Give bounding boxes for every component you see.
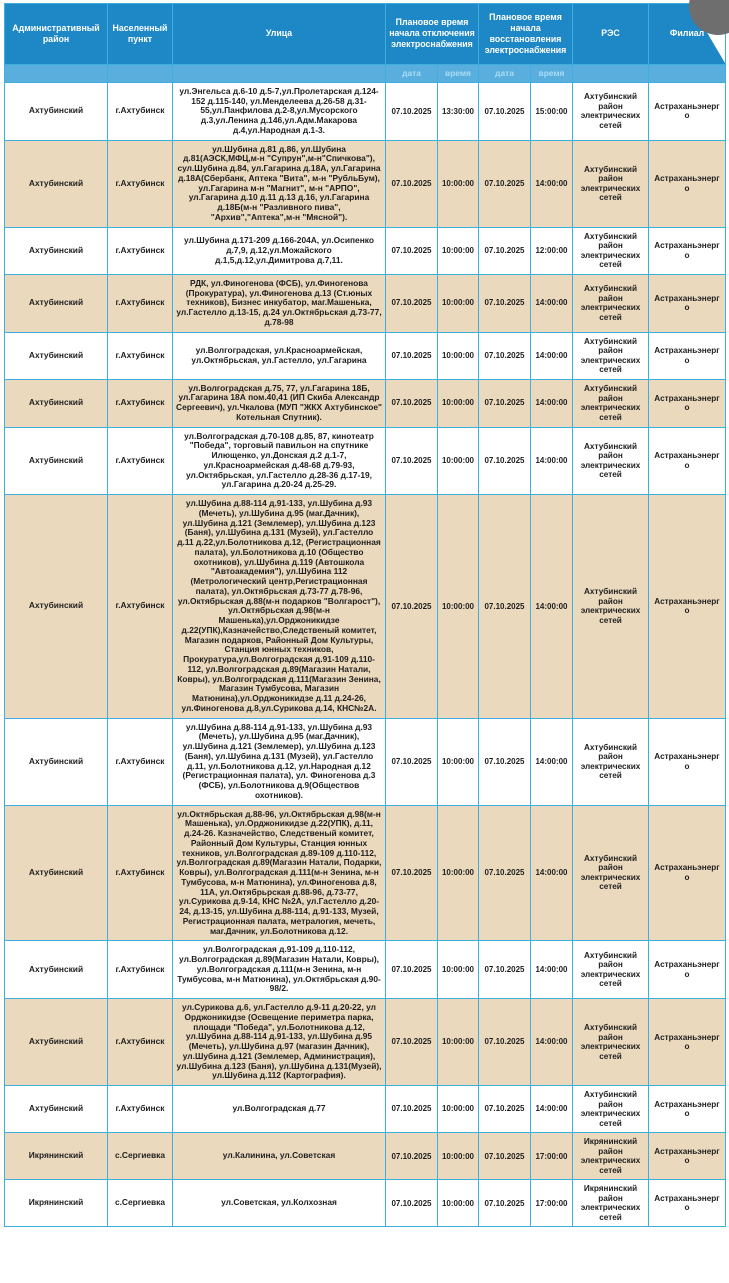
- outage-time-cell: 13:30:00: [438, 82, 479, 140]
- settlement-cell: г.Ахтубинск: [108, 718, 173, 805]
- outage-time-cell: 10:00:00: [438, 999, 479, 1086]
- restore-time-cell: 14:00:00: [531, 495, 573, 719]
- subheader-empty-cell: [573, 64, 649, 82]
- restore-time-cell: 14:00:00: [531, 718, 573, 805]
- table-row: [5, 1180, 726, 1227]
- outage-time-cell: 10:00:00: [438, 1133, 479, 1180]
- branch-cell: Астраханьэнерго: [649, 805, 726, 941]
- outage-time-cell: 10:00:00: [438, 427, 479, 495]
- outage-date-cell: 07.10.2025: [386, 140, 438, 227]
- subheader-empty-cell: [108, 64, 173, 82]
- res-cell: Ахтубинский район электрических сетей: [573, 495, 649, 719]
- branch-cell: Астраханьэнерго: [649, 1180, 726, 1227]
- col-header-res: РЭС: [573, 4, 649, 65]
- restore-time-cell: 14:00:00: [531, 140, 573, 227]
- settlement-cell: г.Ахтубинск: [108, 805, 173, 941]
- outage-time-cell: 10:00:00: [438, 495, 479, 719]
- outage-date-cell: 07.10.2025: [386, 1180, 438, 1227]
- res-cell: Икрянинский район электрических сетей: [573, 1180, 649, 1227]
- branch-cell: Астраханьэнерго: [649, 227, 726, 274]
- res-cell: Ахтубинский район электрических сетей: [573, 227, 649, 274]
- table-row: [5, 274, 726, 332]
- outage-time-cell: 10:00:00: [438, 274, 479, 332]
- district-cell: Икрянинский: [5, 1133, 108, 1180]
- streets-cell: ул.Сурикова д.6, ул.Гастелло д.9-11 д.20-22, ул Орджоникидзе (Освещение периметра парка, площади "Победа", ул.Болотникова д.12, ул.Шубина д.88-114 д.91-133, ул.Шубина д.95 (Мечеть), ул.Шубина д.97 (магазин Дачник), ул.Шубина д.121 (Землемер, Администрация), ул.Шубина д.123 (Баня), ул.Шубина д.131(Музей), ул.Шубина д.112 (Картография).: [173, 999, 386, 1086]
- district-cell: Ахтубинский: [5, 332, 108, 379]
- col-header-restore-start: Плановое время начала восстановления электроснабжения: [479, 4, 573, 65]
- outage-date-cell: 07.10.2025: [386, 379, 438, 427]
- settlement-cell: г.Ахтубинск: [108, 140, 173, 227]
- restore-date-cell: 07.10.2025: [479, 999, 531, 1086]
- streets-cell: ул.Энгельса д.6-10 д.5-7,ул.Пролетарская д.124-152 д.115-140, ул.Менделеева д.26-58 д.31-55,ул.Панфилова д.2-8,ул.Мусорского д.3,ул.Ленина д.146,ул.Адм.Макарова д.4,ул.Народная д.1-3.: [173, 82, 386, 140]
- col-header-branch: Филиал: [649, 4, 726, 65]
- outage-schedule-table: [4, 3, 726, 1227]
- table-header: [5, 4, 726, 83]
- restore-date-cell: 07.10.2025: [479, 495, 531, 719]
- settlement-cell: г.Ахтубинск: [108, 941, 173, 999]
- table-row: [5, 495, 726, 719]
- branch-cell: Астраханьэнерго: [649, 427, 726, 495]
- outage-time-cell: 10:00:00: [438, 379, 479, 427]
- settlement-cell: г.Ахтубинск: [108, 379, 173, 427]
- outage-date-cell: 07.10.2025: [386, 1086, 438, 1133]
- district-cell: Ахтубинский: [5, 805, 108, 941]
- subheader-empty-cell: [5, 64, 108, 82]
- col-header-district: Административный район: [5, 4, 108, 65]
- settlement-cell: с.Сергиевка: [108, 1180, 173, 1227]
- res-cell: Икрянинский район электрических сетей: [573, 1133, 649, 1180]
- header-row-main: [5, 4, 726, 65]
- branch-cell: Астраханьэнерго: [649, 718, 726, 805]
- branch-cell: Астраханьэнерго: [649, 1133, 726, 1180]
- settlement-cell: г.Ахтубинск: [108, 1086, 173, 1133]
- district-cell: Ахтубинский: [5, 495, 108, 719]
- res-cell: Ахтубинский район электрических сетей: [573, 427, 649, 495]
- restore-time-cell: 17:00:00: [531, 1180, 573, 1227]
- table-row: [5, 332, 726, 379]
- restore-time-cell: 14:00:00: [531, 1086, 573, 1133]
- restore-date-cell: 07.10.2025: [479, 805, 531, 941]
- streets-cell: ул.Шубина д.81 д.86, ул.Шубина д.81(АЭСК,МФЦ,м-н "Супрун",м-н"Спичкова"), сул.Шубина д.84, ул.Гагарина д.18А, ул.Гагарина д.18А(Сбербанк, Аптека "Вита", м-н "РубльБум), ул.Гагарина м-н "Магнит", м-н "АРПО", ул.Гагарина д.10 д.11 д.13 д.16, ул.Гагарина д.18Б(м-н "Разливного пива", "Архив","Аптека",м-н "Мясной").: [173, 140, 386, 227]
- subheader-on-date: дата: [479, 64, 531, 82]
- streets-cell: ул.Волгоградская д.75, 77, ул.Гагарина 18Б, ул.Гагарина 18А пом.40,41 (ИП Скиба Александр Сергеевич), ул.Чкалова (МУП "ЖКХ Ахтубинское" Котельная Спутник).: [173, 379, 386, 427]
- outage-time-cell: 10:00:00: [438, 227, 479, 274]
- subheader-empty-cell: [649, 64, 726, 82]
- outage-date-cell: 07.10.2025: [386, 495, 438, 719]
- district-cell: Икрянинский: [5, 1180, 108, 1227]
- branch-cell: Астраханьэнерго: [649, 332, 726, 379]
- restore-time-cell: 14:00:00: [531, 999, 573, 1086]
- res-cell: Ахтубинский район электрических сетей: [573, 82, 649, 140]
- subheader-off-date: дата: [386, 64, 438, 82]
- outage-date-cell: 07.10.2025: [386, 1133, 438, 1180]
- restore-date-cell: 07.10.2025: [479, 1086, 531, 1133]
- col-header-settlement: Населенный пункт: [108, 4, 173, 65]
- subheader-empty-cell: [173, 64, 386, 82]
- streets-cell: ул.Волгоградская д.77: [173, 1086, 386, 1133]
- table-row: [5, 805, 726, 941]
- outage-date-cell: 07.10.2025: [386, 805, 438, 941]
- outage-time-cell: 10:00:00: [438, 1180, 479, 1227]
- restore-date-cell: 07.10.2025: [479, 274, 531, 332]
- settlement-cell: г.Ахтубинск: [108, 495, 173, 719]
- district-cell: Ахтубинский: [5, 941, 108, 999]
- restore-time-cell: 17:00:00: [531, 1133, 573, 1180]
- restore-date-cell: 07.10.2025: [479, 379, 531, 427]
- settlement-cell: г.Ахтубинск: [108, 999, 173, 1086]
- res-cell: Ахтубинский район электрических сетей: [573, 379, 649, 427]
- res-cell: Ахтубинский район электрических сетей: [573, 1086, 649, 1133]
- district-cell: Ахтубинский: [5, 82, 108, 140]
- table-row: [5, 1133, 726, 1180]
- subheader-on-time: время: [531, 64, 573, 82]
- streets-cell: ул.Шубина д.171-209 д.166-204А, ул.Осипенко д.7,9, д.12,ул.Можайского д.1,5,д.12,ул.Димитрова д.7,11.: [173, 227, 386, 274]
- outage-date-cell: 07.10.2025: [386, 82, 438, 140]
- restore-date-cell: 07.10.2025: [479, 427, 531, 495]
- header-row-sub: [5, 64, 726, 82]
- district-cell: Ахтубинский: [5, 427, 108, 495]
- subheader-off-time: время: [438, 64, 479, 82]
- streets-cell: РДК, ул.Финогенова (ФСБ), ул.Финогенова (Прокуратура), ул.Финогенова д.13 (Ст.юных техников), Бизнес инкубатор, маг.Машенька, ул.Гастелло д.13-15, д.24 ул.Октябрьская д.73-77, д.78-98: [173, 274, 386, 332]
- res-cell: Ахтубинский район электрических сетей: [573, 718, 649, 805]
- district-cell: Ахтубинский: [5, 718, 108, 805]
- table-row: [5, 379, 726, 427]
- outage-date-cell: 07.10.2025: [386, 999, 438, 1086]
- restore-time-cell: 14:00:00: [531, 941, 573, 999]
- outage-schedule-table-wrap: [4, 3, 725, 1227]
- branch-cell: Астраханьэнерго: [649, 82, 726, 140]
- district-cell: Ахтубинский: [5, 999, 108, 1086]
- restore-time-cell: 12:00:00: [531, 227, 573, 274]
- outage-date-cell: 07.10.2025: [386, 427, 438, 495]
- table-row: [5, 1086, 726, 1133]
- table-body: [5, 82, 726, 1226]
- table-row: [5, 82, 726, 140]
- outage-time-cell: 10:00:00: [438, 140, 479, 227]
- col-header-street: Улица: [173, 4, 386, 65]
- district-cell: Ахтубинский: [5, 140, 108, 227]
- outage-time-cell: 10:00:00: [438, 941, 479, 999]
- settlement-cell: г.Ахтубинск: [108, 274, 173, 332]
- streets-cell: ул.Шубина д.88-114 д.91-133, ул.Шубина д.93 (Мечеть), ул.Шубина д.95 (маг.Дачник), ул.Шубина д.121 (Землемер), ул.Шубина д.123 (Баня), ул.Шубина д.131 (Музей), ул.Гастелло д.11, ул.Болотникова д.12, ул.Народная д.12 (Регистрационная палата), ул. Финогенова д.3 (ФСБ), ул.Болотникова д.9(Обществов охотников).: [173, 718, 386, 805]
- restore-time-cell: 14:00:00: [531, 427, 573, 495]
- district-cell: Ахтубинский: [5, 379, 108, 427]
- res-cell: Ахтубинский район электрических сетей: [573, 999, 649, 1086]
- settlement-cell: г.Ахтубинск: [108, 227, 173, 274]
- restore-date-cell: 07.10.2025: [479, 1180, 531, 1227]
- streets-cell: ул.Волгоградская д.91-109 д.110-112, ул.Волгоградская д.89(Магазин Натали, Ковры), ул.Волгоградская д.111(м-н Зенина, м-н Тумбусова, м-н Матюнина), ул.Октябрьская д.90-98/2.: [173, 941, 386, 999]
- settlement-cell: г.Ахтубинск: [108, 82, 173, 140]
- district-cell: Ахтубинский: [5, 227, 108, 274]
- streets-cell: ул.Волгоградская д.70-108 д.85, 87, кинотеатр "Победа", торговый павильон на спутнике Илющенко, ул.Донская д.2 д.1-7, ул.Красноармейская д.48-68 д.79-93, ул.Октябрьская, ул.Гастелло д.28-36 д.17-19, ул.Гагарина д.20-24 д.25-29.: [173, 427, 386, 495]
- branch-cell: Астраханьэнерго: [649, 379, 726, 427]
- restore-date-cell: 07.10.2025: [479, 332, 531, 379]
- res-cell: Ахтубинский район электрических сетей: [573, 805, 649, 941]
- restore-time-cell: 14:00:00: [531, 274, 573, 332]
- restore-time-cell: 14:00:00: [531, 379, 573, 427]
- restore-date-cell: 07.10.2025: [479, 941, 531, 999]
- table-row: [5, 227, 726, 274]
- restore-date-cell: 07.10.2025: [479, 140, 531, 227]
- settlement-cell: г.Ахтубинск: [108, 332, 173, 379]
- outage-time-cell: 10:00:00: [438, 1086, 479, 1133]
- streets-cell: ул.Волгоградская, ул.Красноармейская, ул.Октябрьская, ул.Гастелло, ул.Гагарина: [173, 332, 386, 379]
- outage-date-cell: 07.10.2025: [386, 274, 438, 332]
- outage-time-cell: 10:00:00: [438, 332, 479, 379]
- outage-date-cell: 07.10.2025: [386, 718, 438, 805]
- restore-date-cell: 07.10.2025: [479, 82, 531, 140]
- branch-cell: Астраханьэнерго: [649, 274, 726, 332]
- streets-cell: ул.Советская, ул.Колхозная: [173, 1180, 386, 1227]
- restore-time-cell: 15:00:00: [531, 82, 573, 140]
- branch-cell: Астраханьэнерго: [649, 1086, 726, 1133]
- restore-time-cell: 14:00:00: [531, 805, 573, 941]
- branch-cell: Астраханьэнерго: [649, 140, 726, 227]
- outage-time-cell: 10:00:00: [438, 718, 479, 805]
- res-cell: Ахтубинский район электрических сетей: [573, 332, 649, 379]
- district-cell: Ахтубинский: [5, 274, 108, 332]
- outage-date-cell: 07.10.2025: [386, 227, 438, 274]
- settlement-cell: г.Ахтубинск: [108, 427, 173, 495]
- streets-cell: ул.Шубина д.88-114 д.91-133, ул.Шубина д.93 (Мечеть), ул.Шубина д.95 (маг.Дачник), ул.Шубина д.121 (Землемер), ул.Шубина д.123 (Баня), ул.Шубина д.131 (Музей), ул.Гастелло д.11 д.22,ул.Болотникова д.12, (Регистрационная палата), ул.Болотникова д.10 (Общество охотников), ул.Шубина д.119 (Автошкола "Автоакадемия"), ул.Шубина 112 (Метрологический центр,Регистрационная палата), ул.Октябрьская д.73-77 д.78-96, ул.Октябрьская д.88(м-н подарков "Волгарост"), ул.Октябрьская д.98(м-н Машенька),ул.Орджоникидзе д.22(УПК),Казначейство,Следственый комитет, Магазин подарков, Районный Дом Культуры, Станция юнных техников, Прокуратура,ул.Волгоградская д.91-109 д.110-112, ул.Волгоградская д.89(Магазин Натали, Ковры), ул.Волгоградская д.111(Магазин Зенина, Магазин Тумбусова, Магазин Матюнина),ул.Орджоникидзе д.11 д.24-26, ул.Финогенова д.8,ул.Сурикова д.14, КНС№2А.: [173, 495, 386, 719]
- outage-time-cell: 10:00:00: [438, 805, 479, 941]
- district-cell: Ахтубинский: [5, 1086, 108, 1133]
- branch-cell: Астраханьэнерго: [649, 495, 726, 719]
- streets-cell: ул.Калинина, ул.Советская: [173, 1133, 386, 1180]
- outage-date-cell: 07.10.2025: [386, 941, 438, 999]
- table-row: [5, 427, 726, 495]
- res-cell: Ахтубинский район электрических сетей: [573, 274, 649, 332]
- branch-cell: Астраханьэнерго: [649, 999, 726, 1086]
- table-row: [5, 718, 726, 805]
- restore-date-cell: 07.10.2025: [479, 718, 531, 805]
- res-cell: Ахтубинский район электрических сетей: [573, 941, 649, 999]
- streets-cell: ул.Октябрьская д.88-96, ул.Октябрьская д.98(м-н Машенька), ул.Орджоникидзе д.22(УПК), д.11, д.24-26. Казначейство, Следственый комитет, Районный Дом Культуры, Станция юнных техников, ул.Волгоградская д.89-109 д.110-112, ул.Волгоградская д.89(Магазин Натали, Подарки, Ковры), ул.Волгоградская д.111(м-н Зенина, м-н Тумбусова, м-н Матюнина), ул.Финогенова д.8, 11А, ул.Октябрьрская д.88-96, д.73-77, ул.Сурикова д.9-14, КНС №2А, ул.Гастелло д.20-24, д.13-15, ул.Шубина д.88-114, д.91-133, Музей, Регистрационная палата, метралогия, мечеть, маг.Дачник, ул.Болотникова д.12.: [173, 805, 386, 941]
- col-header-outage-start: Плановое время начала отключения электроснабжения: [386, 4, 479, 65]
- restore-date-cell: 07.10.2025: [479, 1133, 531, 1180]
- settlement-cell: с.Сергиевка: [108, 1133, 173, 1180]
- outage-date-cell: 07.10.2025: [386, 332, 438, 379]
- table-row: [5, 140, 726, 227]
- restore-date-cell: 07.10.2025: [479, 227, 531, 274]
- res-cell: Ахтубинский район электрических сетей: [573, 140, 649, 227]
- restore-time-cell: 14:00:00: [531, 332, 573, 379]
- branch-cell: Астраханьэнерго: [649, 941, 726, 999]
- table-row: [5, 941, 726, 999]
- table-row: [5, 999, 726, 1086]
